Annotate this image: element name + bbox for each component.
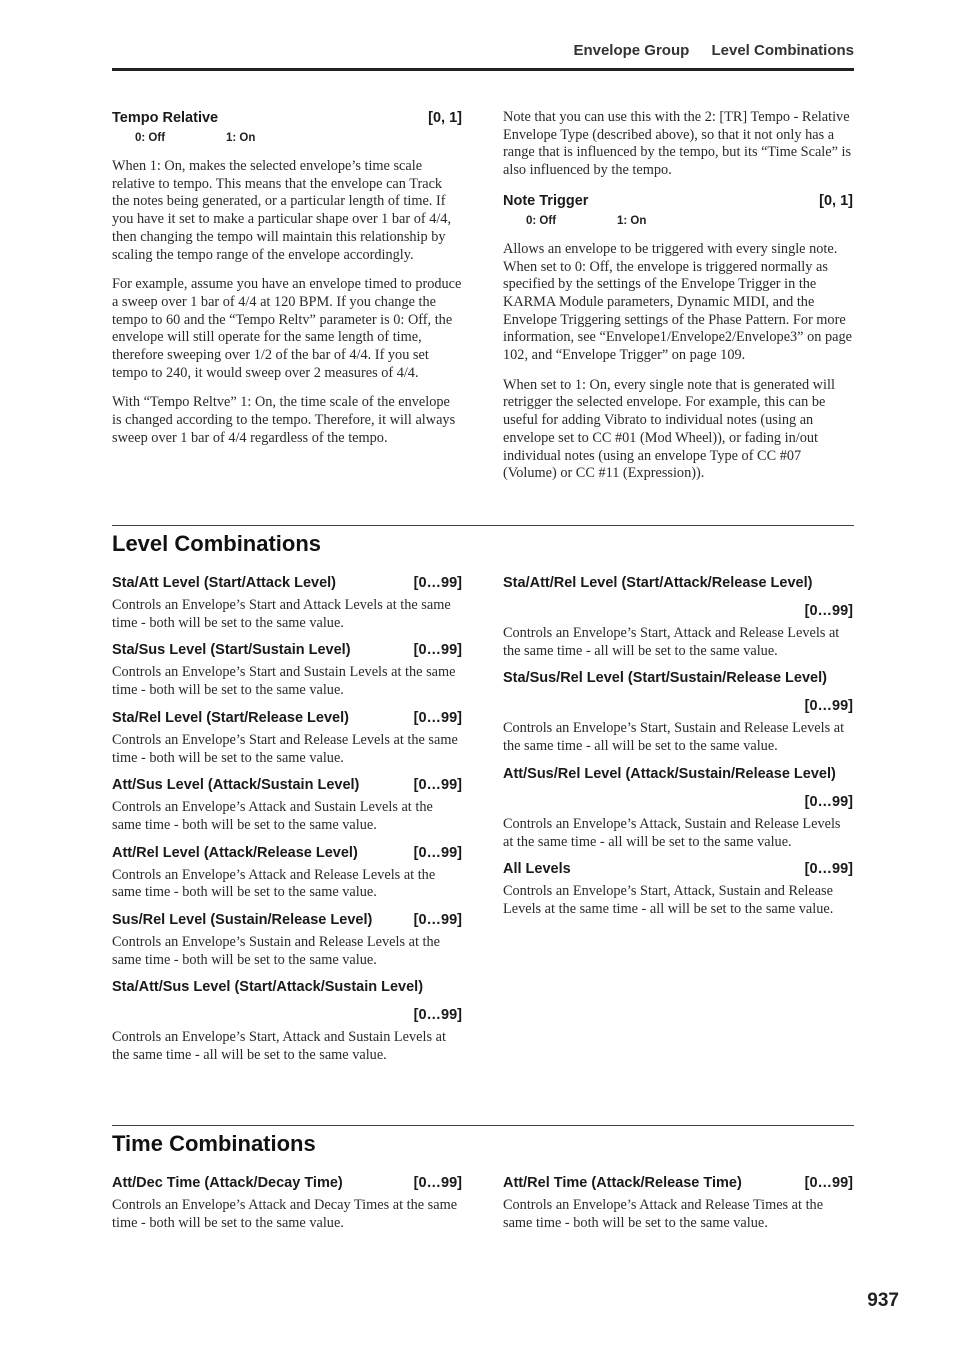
param-range: [0…99] [804,1175,853,1191]
param-name: Sta/Sus/Rel Level (Start/Sustain/Release Level) [503,670,827,687]
param-description: Controls an Envelope’s Start and Sustain Levels at the same time - both will be set to the same value. [112,664,456,699]
param-block [112,844,462,902]
param-heading [503,860,853,878]
param-name: Att/Sus/Rel Level (Attack/Sustain/Release Level) [503,765,836,782]
param-description: Controls an Envelope’s Start and Attack Levels at the same time - both will be set to the same value. [112,597,451,631]
param-range: [0…99] [804,861,853,878]
param-heading [112,574,462,592]
param-heading [112,911,462,929]
level-left-column [112,574,462,1074]
time-left-column [112,1174,462,1241]
param-block [112,574,462,632]
paragraph: Note that you can use this with the 2: [TR] Tempo - Relative Envelope Type (described above), so that it not only has a range that is influenced by the tempo, but its “Time Scale” is also influenced by the tempo. [503,109,852,179]
param-heading [112,109,462,127]
param-description: Controls an Envelope’s Start, Attack and Sustain Levels at the same time - all will be set to the same value. [112,1029,446,1064]
param-description: Controls an Envelope’s Attack, Sustain and Release Levels at the same time - all will be set to the same value. [503,815,841,850]
param-description: Controls an Envelope’s Sustain and Release Levels at the same time - both will be set to the same value. [112,934,440,968]
param-range: [0…99] [413,912,462,929]
param-description: Controls an Envelope’s Attack and Decay Times at the same time - both will be set to the same value. [112,1197,458,1231]
param-name: Sta/Att Level (Start/Attack Level) [112,575,337,591]
option-off: 0: Off [526,214,557,227]
param-description: Controls an Envelope’s Start and Release Levels at the same time - both will be set to the same value. [112,731,458,766]
param-name: All Levels [503,861,571,878]
level-right-column [503,574,853,928]
param-description: Controls an Envelope’s Start, Attack, Sustain and Release Levels at the same time - all will be set to the same value. [503,883,834,917]
paragraph: For example, assume you have an envelope timed to produce a sweep over 1 bar of 4/4 at 120 BPM. If you change the tempo to 60 and the “Tempo Reltv” parameter is 0: Off, the envelope will still operate for the same length of time, therefore sweeping over 1/2 of the bar of 4/4. If you set tempo to 240, it would sweep over 2 measures of 4/4. [112,276,462,381]
option-off: 0: Off [135,132,166,144]
param-name: Sta/Att/Sus Level (Start/Attack/Sustain Level) [112,979,424,996]
param-heading [112,709,462,727]
param-name: Sta/Sus Level (Start/Sustain Level) [112,642,351,659]
param-heading [503,192,853,210]
option-on: 1: On [617,214,647,227]
header-section: Level Combinations [711,42,854,59]
time-right-column [503,1174,853,1241]
section-rule [112,525,854,526]
param-name: Sta/Att/Rel Level (Start/Attack/Release Level) [503,575,813,591]
param-heading [503,765,853,811]
param-heading [503,574,853,620]
param-range: [0…99] [413,1175,462,1191]
option-on: 1: On [226,132,256,144]
page-number: 937 [867,1290,899,1311]
param-options [526,215,853,227]
param-name: Att/Rel Level (Attack/Release Level) [112,844,358,861]
param-description: Controls an Envelope’s Attack and Sustain Levels at the same time - both will be set to the same value. [112,799,433,833]
param-description: Controls an Envelope’s Attack and Release Times at the same time - both will be set to the same value. [503,1197,824,1231]
paragraph: With “Tempo Reltve” 1: On, the time scale of the envelope is changed according to the tempo. Therefore, it will always sweep over 1 bar of 4/4 regardless of the tempo. [112,394,456,446]
section-rule [112,1125,854,1126]
param-block [503,1174,853,1232]
param-name: Att/Sus Level (Attack/Sustain Level) [112,777,360,794]
param-block [112,911,462,969]
param-description: Controls an Envelope’s Start, Attack and Release Levels at the same time - all will be set to the same value. [503,625,840,659]
param-name: Sta/Rel Level (Start/Release Level) [112,709,349,726]
param-name: Sus/Rel Level (Sustain/Release Level) [112,912,373,929]
tempo-relative-section [112,109,462,460]
param-block [503,860,853,918]
param-range: [0…99] [413,642,462,659]
param-heading [112,978,462,1024]
param-description: Controls an Envelope’s Start, Sustain and Release Levels at the same time - all will be set to the same value. [503,720,845,755]
param-heading [503,1174,853,1192]
param-range: [0, 1] [819,192,853,209]
param-range: [0, 1] [428,110,462,126]
param-range: [0…99] [413,1007,462,1024]
param-heading [112,1174,462,1192]
param-description: Controls an Envelope’s Attack and Release Levels at the same time - both will be set to the same value. [112,866,436,901]
param-range: [0…99] [413,709,462,726]
param-block [503,765,853,851]
param-block [112,709,462,767]
section-title-time: Time Combinations [112,1131,316,1156]
param-heading [503,669,853,715]
param-heading [112,776,462,794]
param-name: Tempo Relative [112,110,219,126]
param-range: [0…99] [804,698,853,715]
param-name: Note Trigger [503,192,589,209]
param-range: [0…99] [413,777,462,794]
section-title-level: Level Combinations [112,531,322,556]
param-range: [0…99] [804,603,853,619]
param-block [112,978,462,1064]
param-block [112,1174,462,1232]
param-name: Att/Dec Time (Attack/Decay Time) [112,1175,343,1191]
param-block [112,776,462,834]
param-range: [0…99] [413,844,462,861]
paragraph: Allows an envelope to be triggered with every single note. When set to 0: Off, the envelope is triggered normally as specified by the settings of the Envelope Trigger in the KARMA Module parameters, Dynamic MIDI, and the Envelope Triggering settings of the Phase Pattern. For more information, see “Envelope1/Envelope2/Envelope3” on page 102, and “Envelope Trigger” on page 109. [503,240,852,364]
running-header [112,42,854,71]
param-name: Att/Rel Time (Attack/Release Time) [503,1175,742,1191]
param-options [135,132,462,144]
param-range: [0…99] [413,575,462,591]
paragraph: When 1: On, makes the selected envelope’s time scale relative to tempo. This means that the envelope can Track the notes being generated, or a particular length of time. If you have it set to make a particular shape over 1 bar of 4/4, then changing the tempo will maintain this relationship by scaling the tempo range of the envelope accordingly. [112,158,452,263]
param-block [112,641,462,699]
header-group: Envelope Group [573,42,690,59]
param-block [503,669,853,755]
param-heading [112,844,462,862]
paragraph: When set to 1: On, every single note that is generated will retrigger the selected envelope. For example, this can be useful for adding Vibrato to individual notes (using an envelope set to CC #01 (Mod Wheel)), or fading in/out individual notes (using an envelope Type of CC #07 (Volume) or CC #11 (Expression)). [503,376,835,482]
param-range: [0…99] [804,793,853,810]
note-trigger-section [503,109,853,495]
param-heading [112,641,462,659]
param-block [503,574,853,660]
